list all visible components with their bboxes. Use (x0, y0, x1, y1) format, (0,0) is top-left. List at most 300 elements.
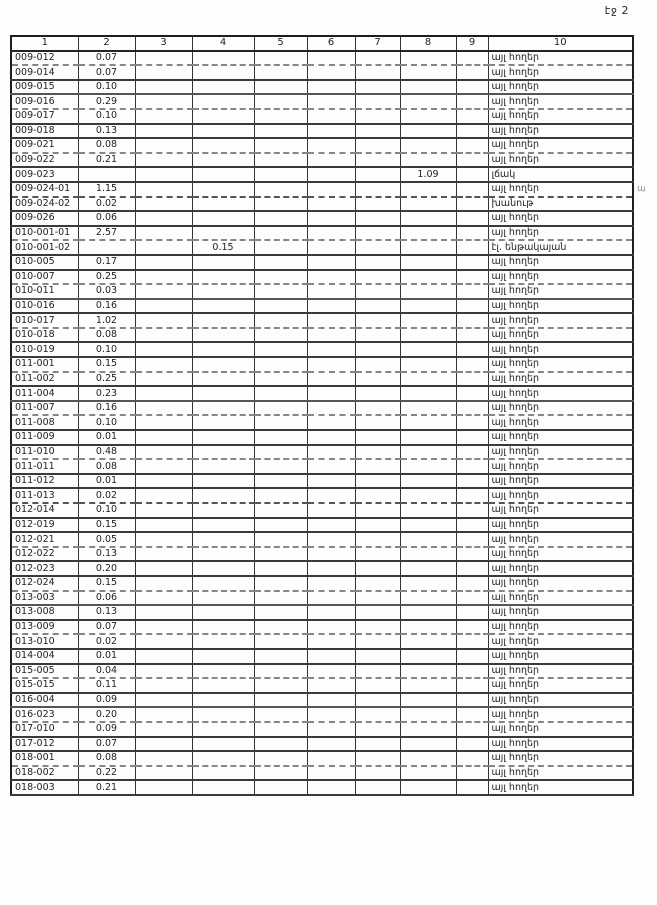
cell-col-8 (400, 153, 456, 168)
table-row (11, 459, 633, 474)
cell-col-1: 011-004 (11, 386, 78, 401)
cell-col-2: 0.16 (78, 299, 135, 314)
cell-col-2: 0.02 (78, 488, 135, 503)
table-row (11, 518, 633, 533)
cell-col-8 (400, 474, 456, 489)
cell-col-4 (192, 65, 254, 80)
cell-col-10: այլ հողեր (488, 737, 633, 752)
cell-col-6 (307, 401, 355, 416)
cell-col-8 (400, 576, 456, 591)
cell-col-9 (456, 664, 488, 679)
page-number-label: էջ 2 (604, 4, 629, 17)
cell-col-3 (135, 664, 192, 679)
cell-col-10: այլ հողեր (488, 328, 633, 343)
cell-col-10: այլ հողեր (488, 401, 633, 416)
cell-col-6 (307, 211, 355, 226)
cell-col-8 (400, 357, 456, 372)
cell-col-7 (355, 474, 400, 489)
cell-col-1: 011-008 (11, 415, 78, 430)
cell-col-3 (135, 649, 192, 664)
table-row (11, 255, 633, 270)
cell-col-5 (254, 605, 307, 620)
cell-col-9 (456, 109, 488, 124)
cell-col-9 (456, 693, 488, 708)
cell-col-5 (254, 591, 307, 606)
cell-col-4 (192, 51, 254, 66)
cell-col-8 (400, 693, 456, 708)
cell-col-7 (355, 430, 400, 445)
cell-col-3 (135, 780, 192, 795)
cell-col-9 (456, 124, 488, 139)
cell-col-10: այլ հողեր (488, 415, 633, 430)
table-row (11, 299, 633, 314)
cell-col-7 (355, 576, 400, 591)
cell-col-10: այլ հողեր (488, 226, 633, 241)
cell-col-3 (135, 65, 192, 80)
column-header: 1 (11, 36, 78, 51)
cell-col-6 (307, 591, 355, 606)
cell-col-1: 010-017 (11, 313, 78, 328)
cell-col-8 (400, 707, 456, 722)
cell-col-3 (135, 182, 192, 197)
cell-col-5 (254, 270, 307, 285)
cell-col-7 (355, 299, 400, 314)
cell-col-2: 0.10 (78, 80, 135, 95)
cell-col-7 (355, 226, 400, 241)
table-row (11, 138, 633, 153)
cell-col-3 (135, 80, 192, 95)
cell-col-8 (400, 313, 456, 328)
cell-col-9 (456, 328, 488, 343)
cell-col-1: 009-012 (11, 51, 78, 66)
cell-col-1: 017-010 (11, 722, 78, 737)
cell-col-6 (307, 240, 355, 255)
cell-col-6 (307, 532, 355, 547)
cell-col-2: 0.22 (78, 766, 135, 781)
cell-col-9 (456, 240, 488, 255)
cell-col-8 (400, 518, 456, 533)
cell-col-4 (192, 124, 254, 139)
cell-col-5 (254, 766, 307, 781)
cell-col-5 (254, 284, 307, 299)
cell-col-9 (456, 65, 488, 80)
cell-col-3 (135, 357, 192, 372)
cell-col-3 (135, 299, 192, 314)
cell-col-8 (400, 109, 456, 124)
cell-col-4 (192, 226, 254, 241)
cell-col-10: այլ հողեր (488, 65, 633, 80)
cell-col-2: 0.13 (78, 124, 135, 139)
cell-col-2: 0.02 (78, 634, 135, 649)
cell-col-2: 0.16 (78, 401, 135, 416)
cell-col-1: 016-023 (11, 707, 78, 722)
cell-col-2 (78, 167, 135, 182)
cell-col-8 (400, 561, 456, 576)
table-row (11, 226, 633, 241)
cell-col-6 (307, 65, 355, 80)
cell-col-9 (456, 284, 488, 299)
table-row (11, 313, 633, 328)
cell-col-2: 0.15 (78, 576, 135, 591)
cell-col-2: 0.07 (78, 737, 135, 752)
cell-col-8 (400, 503, 456, 518)
cell-col-2: 1.02 (78, 313, 135, 328)
table-row (11, 561, 633, 576)
table-row (11, 167, 633, 182)
cell-col-4 (192, 445, 254, 460)
cell-col-4 (192, 284, 254, 299)
cell-col-10: այլ հողեր (488, 153, 633, 168)
table-row (11, 240, 633, 255)
cell-col-7 (355, 518, 400, 533)
cell-col-3 (135, 766, 192, 781)
cell-col-4 (192, 313, 254, 328)
cell-col-4 (192, 80, 254, 95)
cell-col-4 (192, 693, 254, 708)
cell-col-7 (355, 109, 400, 124)
cell-col-1: 009-024-02 (11, 197, 78, 212)
column-header: 8 (400, 36, 456, 51)
cell-col-8 (400, 488, 456, 503)
table-row (11, 707, 633, 722)
cell-col-8 (400, 780, 456, 795)
cell-col-7 (355, 357, 400, 372)
cell-col-5 (254, 634, 307, 649)
cell-col-3 (135, 591, 192, 606)
cell-col-8 (400, 445, 456, 460)
cell-col-6 (307, 372, 355, 387)
cell-col-1: 009-024-01 (11, 182, 78, 197)
cell-col-4: 0.15 (192, 240, 254, 255)
cell-col-9 (456, 518, 488, 533)
cell-col-4 (192, 737, 254, 752)
cell-col-4 (192, 153, 254, 168)
cell-col-2: 0.06 (78, 591, 135, 606)
cell-col-10: այլ հողեր (488, 488, 633, 503)
cell-col-7 (355, 459, 400, 474)
cell-col-1: 013-010 (11, 634, 78, 649)
cell-col-7 (355, 620, 400, 635)
table-row (11, 342, 633, 357)
cell-col-5 (254, 693, 307, 708)
table-row (11, 372, 633, 387)
cell-col-10: այլ հողեր (488, 474, 633, 489)
cell-col-10: այլ հողեր (488, 707, 633, 722)
cell-col-8 (400, 51, 456, 66)
cell-col-6 (307, 474, 355, 489)
table-row (11, 51, 633, 66)
cell-col-10: այլ հողեր (488, 138, 633, 153)
cell-col-7 (355, 138, 400, 153)
cell-col-10: այլ հողեր (488, 532, 633, 547)
cell-col-4 (192, 605, 254, 620)
cell-col-5 (254, 124, 307, 139)
cell-col-7 (355, 488, 400, 503)
cell-col-6 (307, 299, 355, 314)
cell-col-6 (307, 737, 355, 752)
cell-col-8 (400, 591, 456, 606)
cell-col-1: 012-021 (11, 532, 78, 547)
table-row (11, 153, 633, 168)
cell-col-9 (456, 751, 488, 766)
cell-col-5 (254, 386, 307, 401)
cell-col-10: այլ հողեր (488, 372, 633, 387)
cell-col-1: 018-001 (11, 751, 78, 766)
cell-col-2: 0.10 (78, 342, 135, 357)
cell-col-2: 0.07 (78, 51, 135, 66)
cell-col-2: 0.10 (78, 503, 135, 518)
cell-col-9 (456, 51, 488, 66)
table-row (11, 94, 633, 109)
cell-col-5 (254, 503, 307, 518)
cell-col-1: 011-002 (11, 372, 78, 387)
cell-col-2: 0.10 (78, 109, 135, 124)
cell-col-7 (355, 707, 400, 722)
cell-col-5 (254, 138, 307, 153)
cell-col-4 (192, 649, 254, 664)
cell-col-4 (192, 634, 254, 649)
table-row (11, 109, 633, 124)
cell-col-2: 0.01 (78, 474, 135, 489)
cell-col-5 (254, 80, 307, 95)
cell-col-10: այլ հողեր (488, 459, 633, 474)
cell-col-2: 0.15 (78, 518, 135, 533)
cell-col-4 (192, 591, 254, 606)
cell-col-3 (135, 51, 192, 66)
cell-col-3 (135, 474, 192, 489)
cell-col-8 (400, 634, 456, 649)
table-row (11, 547, 633, 562)
cell-col-7 (355, 240, 400, 255)
cell-col-2: 0.13 (78, 547, 135, 562)
cell-col-9 (456, 737, 488, 752)
cell-col-1: 017-012 (11, 737, 78, 752)
cell-col-10: այլ հողեր (488, 503, 633, 518)
cell-col-6 (307, 445, 355, 460)
cell-col-6 (307, 707, 355, 722)
table-row (11, 576, 633, 591)
cell-col-9 (456, 459, 488, 474)
cell-col-4 (192, 182, 254, 197)
cell-col-8 (400, 430, 456, 445)
cell-col-1: 010-001-01 (11, 226, 78, 241)
table-row (11, 649, 633, 664)
cell-col-10: այլ հողեր (488, 620, 633, 635)
cell-col-5 (254, 153, 307, 168)
cell-col-10: այլ հողեր (488, 342, 633, 357)
cell-col-3 (135, 284, 192, 299)
cell-col-8 (400, 211, 456, 226)
cell-col-9 (456, 532, 488, 547)
cell-col-2: 1.15 (78, 182, 135, 197)
cell-col-3 (135, 751, 192, 766)
cell-col-6 (307, 664, 355, 679)
cell-col-10: այլ հողեր (488, 722, 633, 737)
cell-col-3 (135, 576, 192, 591)
cell-col-6 (307, 766, 355, 781)
cell-col-8 (400, 182, 456, 197)
cell-col-5 (254, 226, 307, 241)
cell-col-9 (456, 503, 488, 518)
cell-col-3 (135, 547, 192, 562)
cell-col-3 (135, 488, 192, 503)
cell-col-3 (135, 707, 192, 722)
cell-col-1: 009-018 (11, 124, 78, 139)
cell-col-8 (400, 124, 456, 139)
cell-col-9 (456, 226, 488, 241)
cell-col-5 (254, 240, 307, 255)
cell-col-4 (192, 430, 254, 445)
cell-col-10: այլ հողեր (488, 182, 633, 197)
cell-col-1: 009-017 (11, 109, 78, 124)
cell-col-9 (456, 80, 488, 95)
cell-col-3 (135, 503, 192, 518)
cell-col-5 (254, 51, 307, 66)
table-row (11, 474, 633, 489)
cell-col-3 (135, 270, 192, 285)
cell-col-10: այլ հողեր (488, 751, 633, 766)
cell-col-5 (254, 561, 307, 576)
cell-col-5 (254, 430, 307, 445)
column-header: 6 (307, 36, 355, 51)
cell-col-5 (254, 620, 307, 635)
cell-col-9 (456, 357, 488, 372)
table-row (11, 693, 633, 708)
cell-col-2: 0.13 (78, 605, 135, 620)
table-row (11, 620, 633, 635)
cell-col-1: 010-007 (11, 270, 78, 285)
cell-col-9 (456, 605, 488, 620)
cell-col-3 (135, 124, 192, 139)
cell-col-7 (355, 284, 400, 299)
table-row (11, 488, 633, 503)
cell-col-10: այլ հողեր (488, 561, 633, 576)
cell-col-10: այլ հողեր (488, 109, 633, 124)
cell-col-1: 014-004 (11, 649, 78, 664)
cell-col-6 (307, 182, 355, 197)
cell-col-8 (400, 532, 456, 547)
cell-col-5 (254, 357, 307, 372)
cell-col-3 (135, 722, 192, 737)
cell-col-6 (307, 547, 355, 562)
cell-col-2: 0.21 (78, 780, 135, 795)
cell-col-7 (355, 445, 400, 460)
cell-col-6 (307, 415, 355, 430)
cell-col-1: 011-009 (11, 430, 78, 445)
table-row (11, 634, 633, 649)
cell-col-2: 0.09 (78, 722, 135, 737)
cell-col-10: այլ հողեր (488, 576, 633, 591)
cell-col-10: այլ հողեր (488, 284, 633, 299)
cell-col-9 (456, 561, 488, 576)
cell-col-1: 011-010 (11, 445, 78, 460)
cell-col-7 (355, 649, 400, 664)
cell-col-7 (355, 415, 400, 430)
cell-col-3 (135, 532, 192, 547)
cell-col-2: 0.15 (78, 357, 135, 372)
cell-col-3 (135, 197, 192, 212)
cell-col-5 (254, 722, 307, 737)
cell-col-4 (192, 678, 254, 693)
cell-col-1: 010-005 (11, 255, 78, 270)
cell-col-7 (355, 270, 400, 285)
cell-col-2: 0.20 (78, 561, 135, 576)
cell-col-8 (400, 751, 456, 766)
cell-col-10: այլ հողեր (488, 211, 633, 226)
cell-col-2: 0.04 (78, 664, 135, 679)
cell-col-1: 009-026 (11, 211, 78, 226)
cell-col-4 (192, 488, 254, 503)
cell-col-2: 0.08 (78, 459, 135, 474)
cell-col-6 (307, 284, 355, 299)
cell-col-10: այլ հողեր (488, 255, 633, 270)
cell-col-3 (135, 109, 192, 124)
cell-col-6 (307, 459, 355, 474)
cell-col-4 (192, 211, 254, 226)
table-row (11, 197, 633, 212)
cell-col-4 (192, 766, 254, 781)
cell-col-3 (135, 620, 192, 635)
cell-col-7 (355, 547, 400, 562)
cell-col-7 (355, 65, 400, 80)
table-row (11, 401, 633, 416)
cell-col-1: 015-005 (11, 664, 78, 679)
cell-col-5 (254, 678, 307, 693)
cell-col-2: 0.29 (78, 94, 135, 109)
cell-col-10: այլ հողեր (488, 766, 633, 781)
cell-col-4 (192, 197, 254, 212)
cell-col-1: 010-011 (11, 284, 78, 299)
cell-col-2: 0.09 (78, 693, 135, 708)
cell-col-9 (456, 634, 488, 649)
cell-col-5 (254, 664, 307, 679)
column-header: 4 (192, 36, 254, 51)
cell-col-7 (355, 211, 400, 226)
cell-col-7 (355, 94, 400, 109)
cell-col-7 (355, 664, 400, 679)
cell-col-9 (456, 766, 488, 781)
cell-col-9 (456, 313, 488, 328)
cell-col-7 (355, 737, 400, 752)
table-row (11, 328, 633, 343)
cell-col-5 (254, 445, 307, 460)
cell-col-4 (192, 459, 254, 474)
cell-col-5 (254, 518, 307, 533)
cell-col-10: այլ հողեր (488, 547, 633, 562)
cell-col-8 (400, 65, 456, 80)
cell-col-2: 0.03 (78, 284, 135, 299)
cell-col-3 (135, 328, 192, 343)
cell-col-2: 2.57 (78, 226, 135, 241)
cell-col-7 (355, 342, 400, 357)
cell-col-3 (135, 372, 192, 387)
cell-col-6 (307, 678, 355, 693)
cell-col-7 (355, 503, 400, 518)
cell-col-4 (192, 401, 254, 416)
cell-col-5 (254, 401, 307, 416)
cell-col-5 (254, 65, 307, 80)
cell-col-3 (135, 138, 192, 153)
cell-col-8 (400, 737, 456, 752)
column-header: 9 (456, 36, 488, 51)
cell-col-4 (192, 707, 254, 722)
cell-col-6 (307, 80, 355, 95)
cell-col-1: 009-021 (11, 138, 78, 153)
table-row (11, 780, 633, 795)
cell-col-10: այլ հողեր (488, 299, 633, 314)
cell-col-7 (355, 561, 400, 576)
cell-col-1: 013-009 (11, 620, 78, 635)
